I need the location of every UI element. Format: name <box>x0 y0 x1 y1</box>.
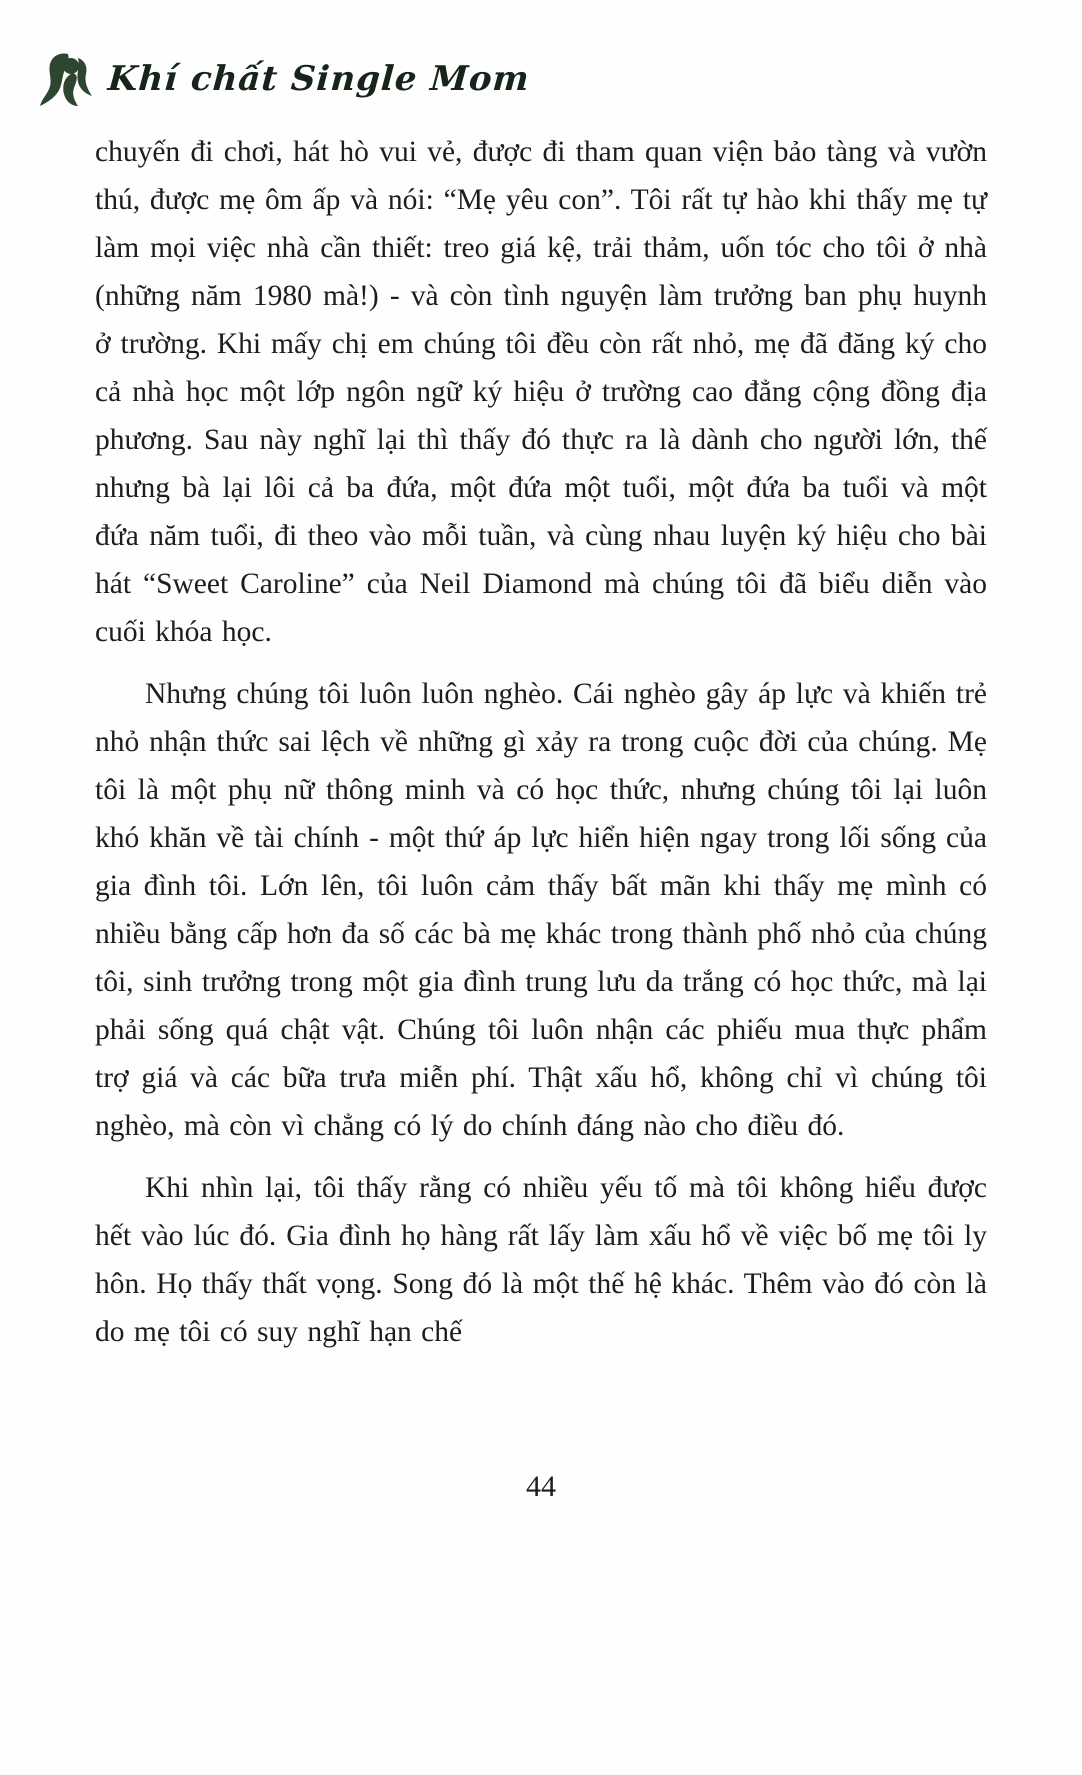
page-body-text <box>95 128 987 1356</box>
paragraph: chuyến đi chơi, hát hò vui vẻ, được đi tham quan viện bảo tàng và vườn thú, được mẹ ôm ấp và nói: “Mẹ yêu con”. Tôi rất tự hào khi thấy mẹ tự làm mọi việc nhà cần thiết: treo giá kệ, trải thảm, uốn tóc cho tôi ở nhà (những năm 1980 mà!) - và còn tình nguyện làm trưởng ban phụ huynh ở trường. Khi mấy chị em chúng tôi đều còn rất nhỏ, mẹ đã đăng ký cho cả nhà học một lớp ngôn ngữ ký hiệu ở trường cao đẳng cộng đồng địa phương. Sau này nghĩ lại thì thấy đó thực ra là dành cho người lớn, thế nhưng bà lại lôi cả ba đứa, một đứa một tuổi, một đứa ba tuổi và một đứa năm tuổi, đi theo vào mỗi tuần, và cùng nhau luyện ký hiệu cho bài hát “Sweet Caroline” của Neil Diamond mà chúng tôi đã biểu diễn vào cuối khóa học. <box>95 136 987 648</box>
page-header <box>38 48 530 110</box>
book-title: Khí chất Single Mom <box>106 59 532 99</box>
page-number: 44 <box>526 1470 556 1503</box>
paragraph: Khi nhìn lại, tôi thấy rằng có nhiều yếu tố mà tôi không hiểu được hết vào lúc đó. Gia đình họ hàng rất lấy làm xấu hổ về việc bố mẹ tôi ly hôn. Họ thấy thất vọng. Song đó là một thế hệ khác. Thêm vào đó còn là do mẹ tôi có suy nghĩ hạn chế <box>95 1172 987 1348</box>
single-mom-logo-icon <box>38 48 94 110</box>
paragraph: Nhưng chúng tôi luôn luôn nghèo. Cái nghèo gây áp lực và khiến trẻ nhỏ nhận thức sai lệch về những gì xảy ra trong cuộc đời của chúng. Mẹ tôi là một phụ nữ thông minh và có học thức, nhưng chúng tôi lại luôn khó khăn về tài chính - một thứ áp lực hiển hiện ngay trong lối sống của gia đình tôi. Lớn lên, tôi luôn cảm thấy bất mãn khi thấy mẹ mình có nhiều bằng cấp hơn đa số các bà mẹ khác trong thành phố nhỏ của chúng tôi, sinh trưởng trong một gia đình trung lưu da trắng có học thức, mà lại phải sống quá chật vật. Chúng tôi luôn nhận các phiếu mua thực phẩm trợ giá và các bữa trưa miễn phí. Thật xấu hổ, không chỉ vì chúng tôi nghèo, mà còn vì chẳng có lý do chính đáng nào cho điều đó. <box>95 678 987 1142</box>
